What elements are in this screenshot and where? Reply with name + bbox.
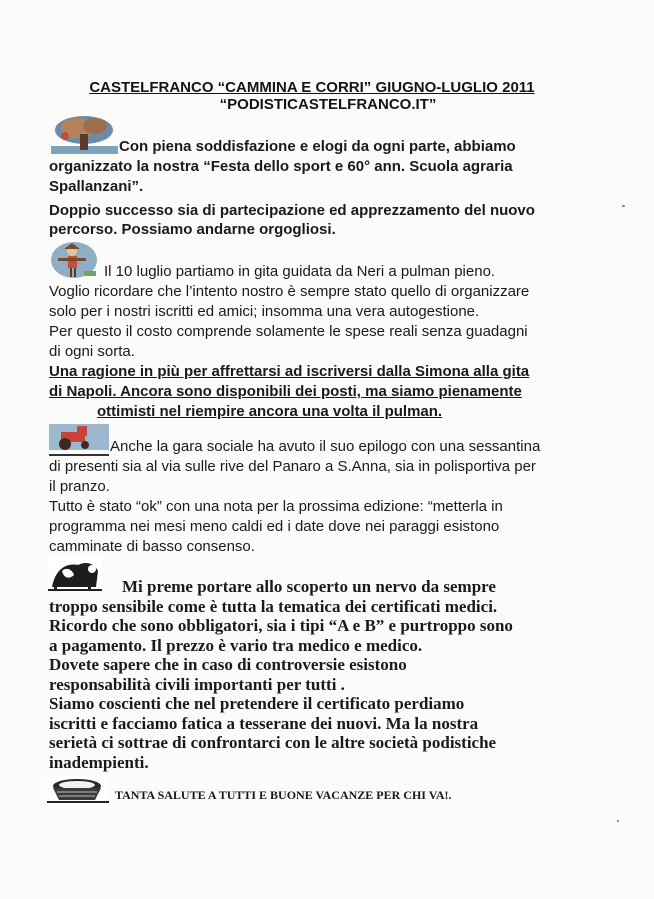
- text-line: Per questo il costo comprende solamente le spese reali senza guadagni: [49, 323, 528, 340]
- text-line: il pranzo.: [49, 478, 110, 495]
- document-subtitle: “PODISTICASTELFRANCO.IT”: [219, 96, 437, 113]
- text-line: di ogni sorta.: [49, 343, 135, 360]
- bread-basket-clipart-icon: [47, 776, 109, 803]
- text-line: Spallanzani”.: [49, 178, 144, 195]
- text-line: solo per i nostri iscritti ed amici; insomma una vera autogestione.: [49, 303, 480, 320]
- paragraph-gara-sociale: [49, 437, 614, 557]
- text-line: organizzato la nostra “Festa dello sport e 60° ann. Scuola agraria: [49, 158, 513, 175]
- text-line: serietà ci sottrae di confrontarci con le altre società podistiche: [49, 733, 497, 752]
- text-line: camminate di basso consenso.: [49, 538, 255, 555]
- text-line: Con piena soddisfazione e elogi da ogni parte, abbiamo: [119, 138, 516, 155]
- text-line: inadempienti.: [49, 752, 149, 772]
- text-line: a pagamento. Il prezzo è vario tra medico e medico.: [49, 635, 423, 655]
- text-line: Una ragione in più per affrettarsi ad iscriversi dalla Simona alla gita: [49, 363, 530, 380]
- text-line: iscritti e facciamo fatica a tesserane dei nuovi. Ma la nostra: [49, 713, 479, 733]
- paragraph-successo: [49, 201, 614, 239]
- paragraph-festa: [49, 137, 614, 197]
- text-line: Tutto è stato “ok” con una nota per la prossima edizione: “metterla in: [49, 498, 503, 515]
- text-line: Il 10 luglio partiamo in gita guidata da Neri a pulman pieno.: [104, 263, 496, 280]
- closing-greeting: TANTA SALUTE A TUTTI E BUONE VACANZE PER CHI VA!.: [115, 788, 452, 802]
- text-line: Siamo coscienti che nel pretendere il certificato perdiamo: [49, 694, 465, 713]
- text-line: ottimisti nel riempire ancora una volta il pulman.: [97, 403, 443, 420]
- text-line: di Napoli. Ancora sono disponibili dei posti, ma siamo pienamente: [49, 383, 522, 400]
- paragraph-napoli-underlined: [49, 362, 614, 422]
- text-line: programma nei mesi meno caldi ed i date dove nei paraggi esistono: [49, 518, 500, 535]
- text-line: responsabilità civili importanti per tutti .: [49, 674, 345, 694]
- text-line: percorso. Possiamo andarne orgogliosi.: [49, 221, 336, 238]
- paragraph-gita: [49, 262, 614, 362]
- text-line: troppo sensibile come è tutta la tematica dei certificati medici.: [49, 596, 498, 616]
- text-line: Doppio successo sia di partecipazione ed apprezzamento del nuovo: [49, 202, 535, 219]
- document-title: CASTELFRANCO “CAMMINA E CORRI” GIUGNO-LUGLIO 2011: [89, 79, 535, 96]
- paragraph-certificati-medici: [49, 577, 614, 772]
- text-line: di presenti sia al via sulle rive del Panaro a S.Anna, sia in polisportiva per: [49, 458, 536, 475]
- text-line: Voglio ricordare che l’intento nostro è sempre stato quello di organizzare: [49, 283, 530, 300]
- text-line: Mi preme portare allo scoperto un nervo da sempre: [122, 577, 496, 596]
- text-line: Dovete sapere che in caso di controversie esistono: [49, 655, 407, 674]
- scan-speck: [622, 205, 625, 207]
- text-line: Ricordo che sono obbligatori, sia i tipi “A e B” e purtroppo sono: [49, 616, 513, 635]
- scan-speck: [617, 820, 619, 822]
- text-line: Anche la gara sociale ha avuto il suo epilogo con una sessantina: [110, 438, 541, 455]
